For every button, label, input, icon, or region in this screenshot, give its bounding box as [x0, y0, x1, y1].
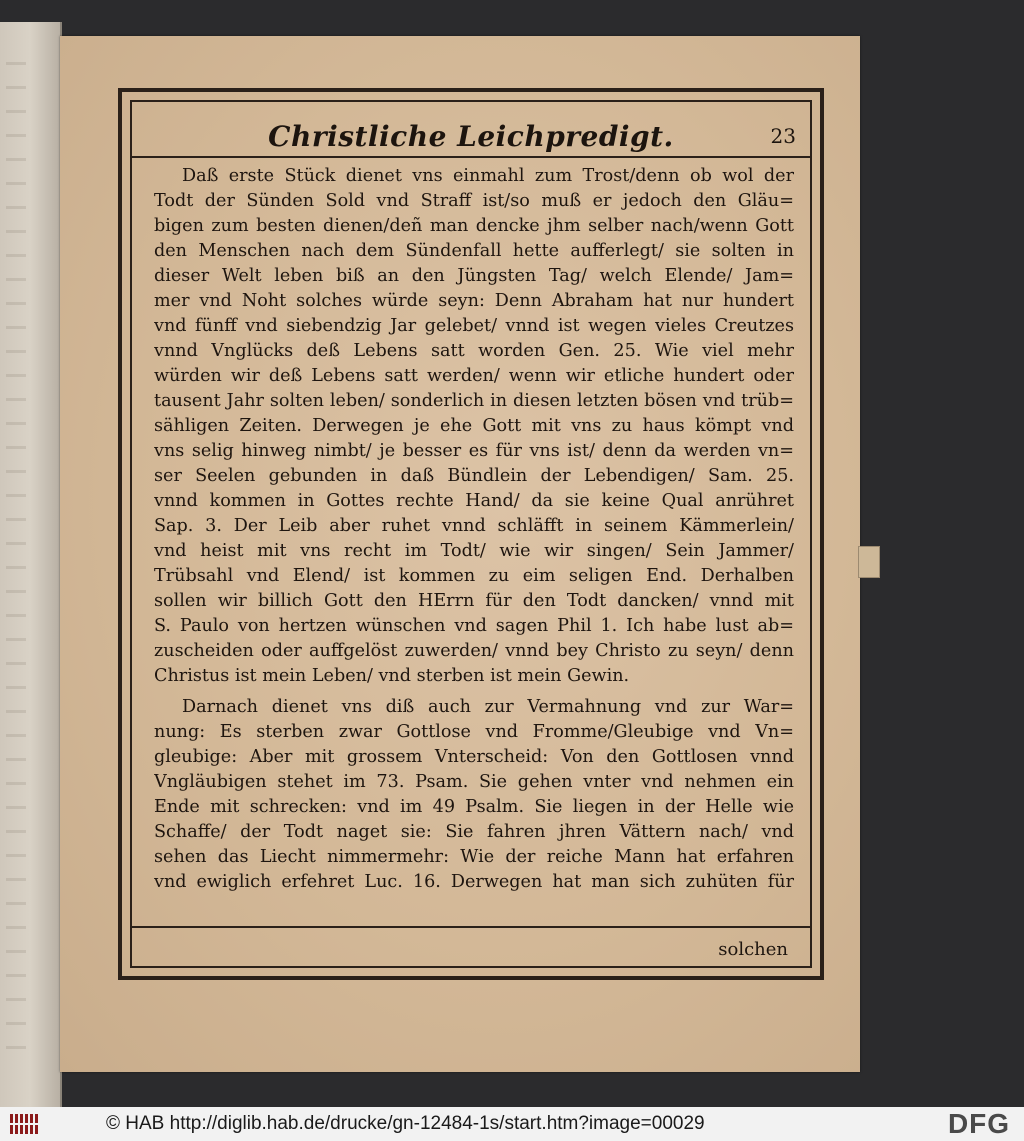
- text-line: sehen das Liecht nimmermehr: Wie der reiche Mann hat erfahren: [154, 847, 794, 867]
- text-line: vnd ewiglich erfehret Luc. 16. Derwegen hat man sich zuhüten für: [154, 872, 794, 892]
- text-line: Darnach dienet vns diß auch zur Vermahnung vnd zur War=: [182, 697, 794, 717]
- page-border: [118, 88, 824, 980]
- scanned-page: [60, 36, 860, 1072]
- catchword: solchen: [718, 939, 788, 960]
- text-line: Trübsahl vnd Elend/ ist kommen zu eim seligen End. Derhalben: [154, 566, 794, 586]
- text-line: vnd heist mit vns recht im Todt/ wie wir singen/ Sein Jammer/: [154, 541, 794, 561]
- text-line: nung: Es sterben zwar Gottlose vnd Fromme/Gleubige vnd Vn=: [154, 722, 794, 742]
- text-line: vnnd kommen in Gottes rechte Hand/ da sie keine Qual anrühret: [154, 491, 794, 511]
- text-line: vnd fünff vnd siebendzig Jar gelebet/ vnnd ist wegen vieles Creutzes: [154, 316, 794, 336]
- text-line: Daß erste Stück dienet vns einmahl zum Trost/denn ob wol der: [182, 166, 794, 186]
- footer-rule: [132, 926, 810, 928]
- text-line: vnnd Vnglücks deß Lebens satt worden Gen. 25. Wie viel mehr: [154, 341, 794, 361]
- text-line: vns selig hinweg nimbt/ je besser es für vns ist/ denn da werden vn=: [154, 441, 794, 461]
- text-line: Vngläubigen stehet im 73. Psam. Sie gehen vnter vnd nehmen ein: [154, 772, 794, 792]
- text-line: bigen zum besten dienen/deñ man dencke jhm selber nach/wenn Gott: [154, 216, 794, 236]
- text-line: dieser Welt leben biß an den Jüngsten Tag/ welch Elende/ Jam=: [154, 266, 794, 286]
- text-line: würden wir deß Lebens satt werden/ wenn wir etliche hundert oder: [154, 366, 794, 386]
- text-line: Todt der Sünden Sold vnd Straff ist/so muß er jedoch den Gläu=: [154, 191, 794, 211]
- header-rule: [132, 156, 810, 158]
- running-head: Christliche Leichpredigt.: [268, 120, 674, 153]
- citation-link[interactable]: © HAB http://diglib.hab.de/drucke/gn-12484-1s/start.htm?image=00029: [106, 1113, 705, 1134]
- page-inner-border: [130, 100, 812, 968]
- page-tab: [858, 546, 880, 578]
- text-line: ser Seelen gebunden in daß Bündlein der Lebendigen/ Sam. 25.: [154, 466, 794, 486]
- text-line: sollen wir billich Gott den HErrn für den Todt dancken/ vnnd mit: [154, 591, 794, 611]
- facing-page-edge: [0, 22, 62, 1107]
- text-line: Schaffe/ der Todt naget sie: Sie fahren jhren Vättern nach/ vnd: [154, 822, 794, 842]
- text-line: sähligen Zeiten. Derwegen je ehe Gott mit vns zu haus kömpt vnd: [154, 416, 794, 436]
- hab-logo-icon: [0, 1107, 50, 1141]
- page-number: 23: [770, 124, 796, 148]
- text-line: zuscheiden oder auffgelöst zuwerden/ vnnd bey Christo zu seyn/ denn: [154, 641, 794, 661]
- dfg-logo: DFG: [947, 1108, 1011, 1139]
- text-line: gleubige: Aber mit grossem Vnterscheid: Von den Gottlosen vnnd: [154, 747, 794, 767]
- body-text: [154, 164, 794, 895]
- footer-bar: [0, 1107, 1024, 1141]
- text-line: Sap. 3. Der Leib aber ruhet vnnd schläfft in seinem Kämmerlein/: [154, 516, 794, 536]
- text-line: S. Paulo von hertzen wünschen vnd sagen Phil 1. Ich habe lust ab=: [154, 616, 794, 636]
- text-line: mer vnd Noht solches würde seyn: Denn Abraham hat nur hundert: [154, 291, 794, 311]
- text-line: Ende mit schrecken: vnd im 49 Psalm. Sie liegen in der Helle wie: [154, 797, 794, 817]
- text-line: tausent Jahr solten leben/ sonderlich in diesen letzten bösen vnd trüb=: [154, 391, 794, 411]
- text-line: Christus ist mein Leben/ vnd sterben ist mein Gewin.: [154, 666, 630, 686]
- text-line: den Menschen nach dem Sündenfall hette aufferlegt/ sie solten in: [154, 241, 794, 261]
